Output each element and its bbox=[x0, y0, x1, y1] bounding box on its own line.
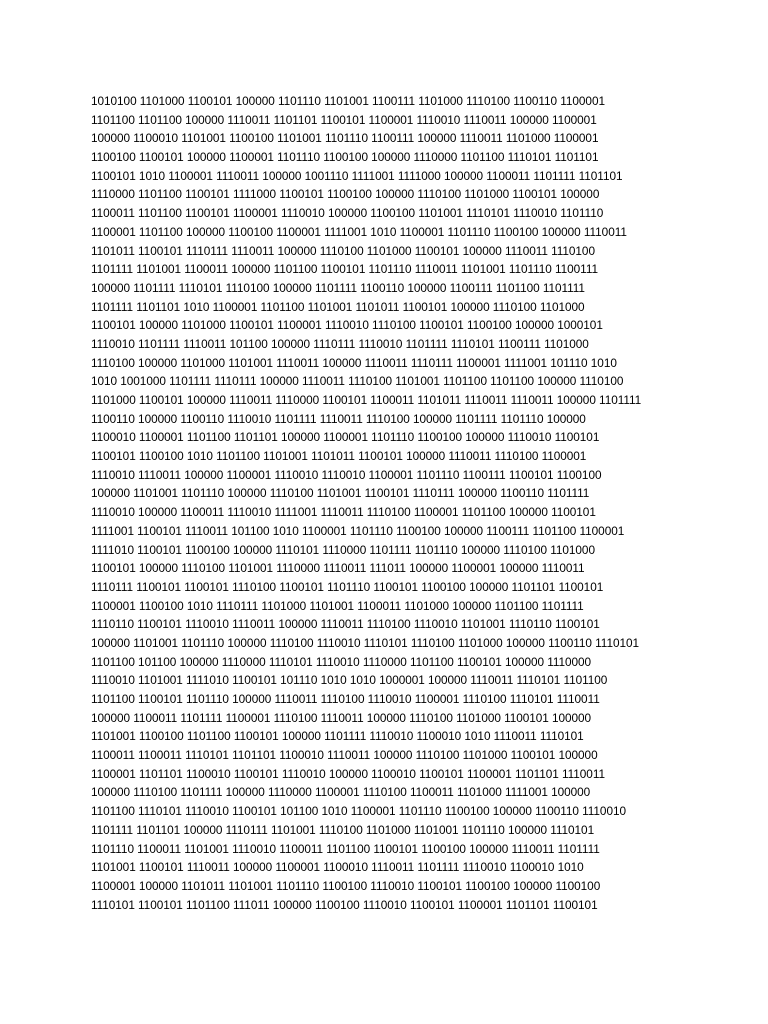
text-line: 1100101 100000 1110100 1101001 1110000 1110011 111011 100000 1100001 100000 1110011 bbox=[91, 561, 585, 576]
text-line: 100000 1110100 1101111 100000 1110000 1100001 1110100 1100011 1101000 1111001 100000 bbox=[91, 785, 591, 800]
text-line: 1111001 1100101 1110011 101100 1010 1100001 1101110 1100100 100000 1100111 1101100 1100001 bbox=[91, 523, 625, 538]
text-line: 1100011 1100011 1110101 1101101 1100010 1110011 100000 1110100 1101000 1100101 100000 bbox=[91, 748, 598, 763]
text-line: 1110010 100000 1100011 1110010 1111001 1110011 1110100 1100001 1101100 100000 1100101 bbox=[91, 505, 596, 520]
text-line: 1100010 1100001 1101100 1101101 100000 1100001 1101110 1100100 100000 1110010 1100101 bbox=[91, 430, 600, 445]
text-line: 1110110 1100101 1110010 1110011 100000 1110011 1110100 1110010 1101001 1110110 1100101 bbox=[91, 617, 600, 632]
text-line: 100000 1100010 1101001 1100100 1101001 1101110 1100111 100000 1110011 1101000 1100001 bbox=[91, 131, 599, 146]
text-line: 1100101 1010 1100001 1110011 100000 1001110 1111001 1111000 100000 1100011 1101111 1101101 bbox=[91, 168, 623, 183]
text-line: 1110111 1100101 1100101 1110100 1100101 1101110 1100101 1100100 100000 1101101 1100101 bbox=[91, 579, 604, 594]
text-line: 1100001 100000 1101011 1101001 1101110 1100100 1110010 1100101 1100100 100000 1100100 bbox=[91, 878, 601, 893]
text-line: 1101100 101100 100000 1110000 1110101 1110010 1110000 1101100 1100101 100000 1110000 bbox=[91, 654, 592, 669]
text-line: 1110010 1101001 1111010 1100101 101110 1010 1010 1000001 100000 1110011 1110101 1101100 bbox=[91, 673, 608, 688]
text-line: 1100011 1101100 1100101 1100001 1110010 100000 1100100 1101001 1110101 1110010 1101110 bbox=[91, 206, 604, 221]
text-line: 1101100 1110101 1110010 1100101 101100 1010 1100001 1101110 1100100 100000 1100110 1110010 bbox=[91, 804, 626, 819]
text-line: 1101011 1100101 1110111 1110011 100000 1110100 1101000 1100101 100000 1110011 1110100 bbox=[91, 243, 595, 258]
text-line: 1100100 1100101 100000 1100001 1101110 1100100 100000 1110000 1101100 1110101 1101101 bbox=[91, 150, 599, 165]
text-line: 1110101 1100101 1101100 111011 100000 1100100 1110010 1100101 1100001 1101101 1100101 bbox=[91, 897, 598, 912]
text-line: 1100110 100000 1100110 1110010 1101111 1110011 1110100 100000 1101111 1101110 100000 bbox=[91, 411, 586, 426]
text-line: 1100001 1100100 1010 1110111 1101000 1101001 1100011 1101000 100000 1101100 1101111 bbox=[91, 598, 584, 613]
text-line: 1100001 1101100 100000 1100100 1100001 1111001 1010 1100001 1101110 1100100 100000 1110011 bbox=[91, 224, 627, 239]
text-line: 1100101 100000 1101000 1100101 1100001 1110010 1110100 1100101 1100100 100000 1000101 bbox=[91, 318, 603, 333]
text-line: 1101001 1100101 1110011 100000 1100001 1100010 1110011 1101111 1110010 1100010 1010 bbox=[91, 860, 584, 875]
text-line: 1100001 1101101 1100010 1100101 1110010 100000 1100010 1100101 1100001 1101101 1110011 bbox=[91, 766, 605, 781]
text-line: 100000 1101001 1101110 100000 1110100 1101001 1100101 1110111 100000 1100110 1101111 bbox=[91, 486, 590, 501]
text-line: 1101100 1100101 1101110 100000 1110011 1110100 1110010 1100001 1110100 1110101 1110011 bbox=[91, 692, 600, 706]
text-line: 100000 1101001 1101110 100000 1110100 1110010 1110101 1110100 1101000 100000 1100110 1110101 bbox=[91, 635, 639, 650]
text-line: 1101111 1101101 100000 1110111 1101001 1110100 1101000 1101001 1101110 100000 1110101 bbox=[91, 822, 595, 837]
text-line: 1101111 1101101 1010 1100001 1101100 1101001 1101011 1100101 100000 1110100 1101000 bbox=[91, 299, 585, 314]
text-line: 1101111 1101001 1100011 100000 1101100 1100101 1101110 1110011 1101001 1101110 1100111 bbox=[91, 262, 598, 277]
text-line: 1110010 1101111 1110011 101100 100000 1110111 1110010 1101111 1110101 1100111 1101000 bbox=[91, 336, 589, 351]
text-line: 1101110 1100011 1101001 1110010 1100011 1101100 1100101 1100100 100000 1110011 1101111 bbox=[91, 841, 600, 856]
text-line: 1010 1001000 1101111 1110111 100000 1110011 1110100 1101001 1101100 1101100 100000 1110100 bbox=[91, 374, 624, 389]
text-line: 1101100 1101100 100000 1110011 1101101 1100101 1100001 1110010 1110011 100000 1100001 bbox=[91, 112, 597, 127]
text-line: 1010100 1101000 1100101 100000 1101110 1101001 1100111 1101000 1110100 1100110 1100001 bbox=[91, 94, 605, 108]
text-line: 100000 1100011 1101111 1100001 1110100 1110011 100000 1110100 1101000 1100101 100000 bbox=[91, 710, 592, 725]
binary-text-block bbox=[91, 92, 711, 914]
text-line: 1101001 1100100 1101100 1100101 100000 1101111 1110010 1100010 1010 1110011 1110101 bbox=[91, 729, 584, 744]
text-line: 1110000 1101100 1100101 1111000 1100101 1100100 100000 1110100 1101000 1100101 100000 bbox=[91, 187, 600, 202]
text-line: 1101000 1100101 100000 1110011 1110000 1100101 1100011 1101011 1110011 1110011 100000 1101111 bbox=[91, 393, 642, 407]
text-line: 1110100 100000 1101000 1101001 1110011 100000 1110011 1110111 1100001 1111001 101110 1010 bbox=[91, 355, 617, 370]
text-line: 1110010 1110011 100000 1100001 1110010 1110010 1100001 1101110 1100111 1100101 1100100 bbox=[91, 467, 602, 482]
text-line: 1100101 1100100 1010 1101100 1101001 1101011 1100101 100000 1110011 1110100 1100001 bbox=[91, 449, 587, 464]
text-line: 100000 1101111 1110101 1110100 100000 1101111 1100110 100000 1100111 1101100 1101111 bbox=[91, 280, 585, 295]
text-line: 1111010 1100101 1100100 100000 1110101 1110000 1101111 1101110 100000 1110100 1101000 bbox=[91, 542, 595, 557]
